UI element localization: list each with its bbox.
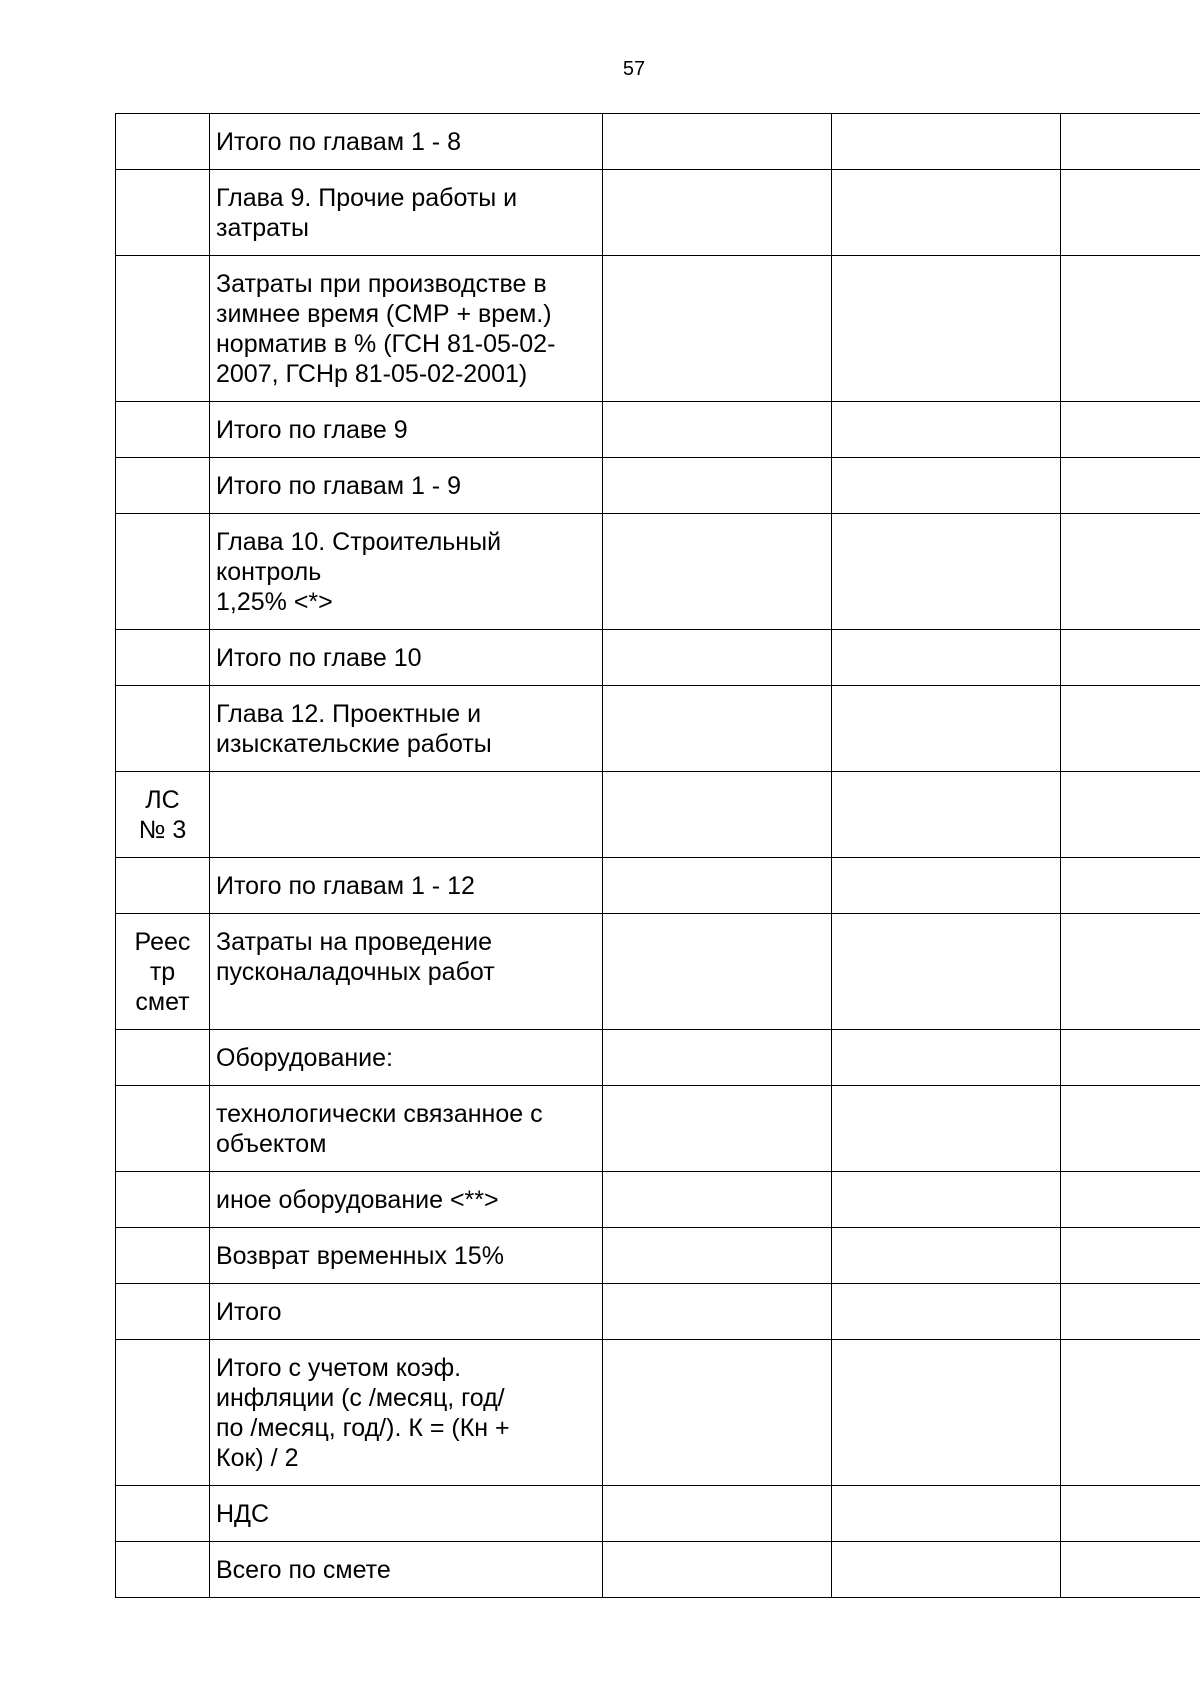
row-value-cell-2: [832, 630, 1061, 686]
row-value-cell-1: [603, 630, 832, 686]
row-value-cell-2: [832, 1284, 1061, 1340]
row-value-cell-1: [603, 1228, 832, 1284]
table-row: [116, 772, 1200, 858]
row-value-cell-3: [1061, 514, 1200, 630]
row-value-cell-1: [603, 858, 832, 914]
row-name-cell: [210, 1228, 603, 1284]
estimate-table-body: [116, 114, 1200, 1598]
row-name: НДС: [216, 1500, 270, 1528]
row-name: иное оборудование <**>: [216, 1186, 499, 1214]
row-name-cell: [210, 114, 603, 170]
row-value-cell-1: [603, 402, 832, 458]
row-name: Итого по главе 9: [216, 416, 408, 444]
row-name: Итого: [216, 1298, 282, 1326]
row-value-cell-3: [1061, 686, 1200, 772]
row-name-cell: [210, 630, 603, 686]
row-value-cell-2: [832, 170, 1061, 256]
row-code-cell: [116, 1228, 210, 1284]
row-name: Итого по главам 1 - 12: [216, 872, 475, 900]
row-name-cell: [210, 256, 603, 402]
row-value-cell-3: [1061, 1542, 1200, 1598]
row-code-cell: [116, 1486, 210, 1542]
row-code-cell: [116, 686, 210, 772]
table-row: [116, 1172, 1200, 1228]
table-row: [116, 256, 1200, 402]
row-value-cell-1: [603, 1030, 832, 1086]
table-row: [116, 1228, 1200, 1284]
row-name: Затраты при производстве в зимнее время (СМР + врем.) норматив в % (ГСН 81-05-02- 2007, ГСНр 81-05-02-2001): [216, 270, 556, 388]
row-code-cell: [116, 402, 210, 458]
row-value-cell-2: [832, 1228, 1061, 1284]
row-value-cell-3: [1061, 114, 1200, 170]
row-code-cell: [116, 858, 210, 914]
table-row: [116, 686, 1200, 772]
row-value-cell-1: [603, 1340, 832, 1486]
row-value-cell-2: [832, 114, 1061, 170]
row-code-cell: [116, 1086, 210, 1172]
table-row: [116, 170, 1200, 256]
row-value-cell-2: [832, 1486, 1061, 1542]
row-value-cell-1: [603, 1486, 832, 1542]
row-value-cell-1: [603, 772, 832, 858]
row-value-cell-2: [832, 858, 1061, 914]
row-value-cell-3: [1061, 1172, 1200, 1228]
row-value-cell-2: [832, 1542, 1061, 1598]
table-row: [116, 402, 1200, 458]
row-value-cell-2: [832, 458, 1061, 514]
row-name: Оборудование:: [216, 1044, 393, 1072]
row-value-cell-2: [832, 1340, 1061, 1486]
row-name: Глава 10. Строительный контроль 1,25% <*>: [216, 528, 502, 616]
row-name: технологически связанное с объектом: [216, 1100, 543, 1158]
row-value-cell-2: [832, 914, 1061, 1030]
table-row: [116, 458, 1200, 514]
row-name-cell: [210, 1284, 603, 1340]
row-value-cell-1: [603, 170, 832, 256]
table-row: [116, 114, 1200, 170]
row-value-cell-1: [603, 458, 832, 514]
row-value-cell-3: [1061, 1030, 1200, 1086]
row-value-cell-1: [603, 1542, 832, 1598]
table-row: [116, 1086, 1200, 1172]
row-value-cell-2: [832, 1086, 1061, 1172]
estimate-summary-table: [115, 113, 1200, 1598]
row-name-cell: [210, 1542, 603, 1598]
row-name-cell: [210, 402, 603, 458]
row-value-cell-1: [603, 256, 832, 402]
row-name-cell: [210, 1030, 603, 1086]
table-row: [116, 1542, 1200, 1598]
row-value-cell-3: [1061, 402, 1200, 458]
row-code-cell: [116, 458, 210, 514]
row-value-cell-3: [1061, 256, 1200, 402]
row-value-cell-2: [832, 686, 1061, 772]
row-value-cell-1: [603, 1284, 832, 1340]
row-code-cell: [116, 1030, 210, 1086]
row-value-cell-1: [603, 1172, 832, 1228]
row-name-cell: [210, 1486, 603, 1542]
row-name-cell: [210, 686, 603, 772]
row-value-cell-2: [832, 1030, 1061, 1086]
row-value-cell-3: [1061, 1228, 1200, 1284]
row-code: ЛС № 3: [138, 786, 187, 844]
table-row: [116, 914, 1200, 1030]
row-name: Всего по смете: [216, 1556, 391, 1584]
table-row: [116, 630, 1200, 686]
table-row: [116, 514, 1200, 630]
row-value-cell-3: [1061, 914, 1200, 1030]
row-value-cell-3: [1061, 170, 1200, 256]
row-name: Глава 12. Проектные и изыскательские работы: [216, 700, 492, 758]
row-value-cell-1: [603, 114, 832, 170]
row-name: Итого по главе 10: [216, 644, 422, 672]
row-value-cell-1: [603, 914, 832, 1030]
row-code-cell: [116, 514, 210, 630]
row-value-cell-2: [832, 256, 1061, 402]
row-name-cell: [210, 514, 603, 630]
row-code-cell: [116, 630, 210, 686]
row-value-cell-3: [1061, 458, 1200, 514]
row-name-cell: [210, 1086, 603, 1172]
row-value-cell-3: [1061, 630, 1200, 686]
row-value-cell-3: [1061, 1086, 1200, 1172]
row-value-cell-3: [1061, 1284, 1200, 1340]
row-name: Итого по главам 1 - 8: [216, 128, 461, 156]
row-value-cell-3: [1061, 772, 1200, 858]
row-name-cell: [210, 1340, 603, 1486]
row-value-cell-2: [832, 514, 1061, 630]
table-row: [116, 1030, 1200, 1086]
row-name-cell: [210, 458, 603, 514]
row-value-cell-2: [832, 1172, 1061, 1228]
row-name-cell: [210, 914, 603, 1030]
row-code-cell: [116, 256, 210, 402]
row-code-cell: [116, 1172, 210, 1228]
row-value-cell-1: [603, 1086, 832, 1172]
row-code-cell: [116, 170, 210, 256]
row-code-cell: [116, 1284, 210, 1340]
row-value-cell-3: [1061, 858, 1200, 914]
row-name: Глава 9. Прочие работы и затраты: [216, 184, 518, 242]
row-code: Реес тр смет: [134, 928, 191, 1016]
row-name-cell: [210, 772, 603, 858]
table-row: [116, 858, 1200, 914]
row-value-cell-3: [1061, 1486, 1200, 1542]
row-value-cell-1: [603, 686, 832, 772]
row-value-cell-1: [603, 514, 832, 630]
table-row: [116, 1340, 1200, 1486]
row-name: Итого с учетом коэф. инфляции (с /месяц, год/ по /месяц, год/). К = (Кн + Кок) / 2: [216, 1354, 510, 1472]
row-value-cell-2: [832, 772, 1061, 858]
page-number: 57: [622, 58, 646, 80]
row-name-cell: [210, 170, 603, 256]
row-name: Затраты на проведение пусконаладочных работ: [216, 928, 495, 986]
row-code-cell: [116, 772, 210, 858]
row-name: Итого по главам 1 - 9: [216, 472, 461, 500]
row-name-cell: [210, 858, 603, 914]
row-code-cell: [116, 914, 210, 1030]
row-name: Возврат временных 15%: [216, 1242, 504, 1270]
table-row: [116, 1284, 1200, 1340]
row-value-cell-3: [1061, 1340, 1200, 1486]
row-code-cell: [116, 1542, 210, 1598]
row-code-cell: [116, 114, 210, 170]
table-row: [116, 1486, 1200, 1542]
row-name-cell: [210, 1172, 603, 1228]
row-code-cell: [116, 1340, 210, 1486]
row-value-cell-2: [832, 402, 1061, 458]
